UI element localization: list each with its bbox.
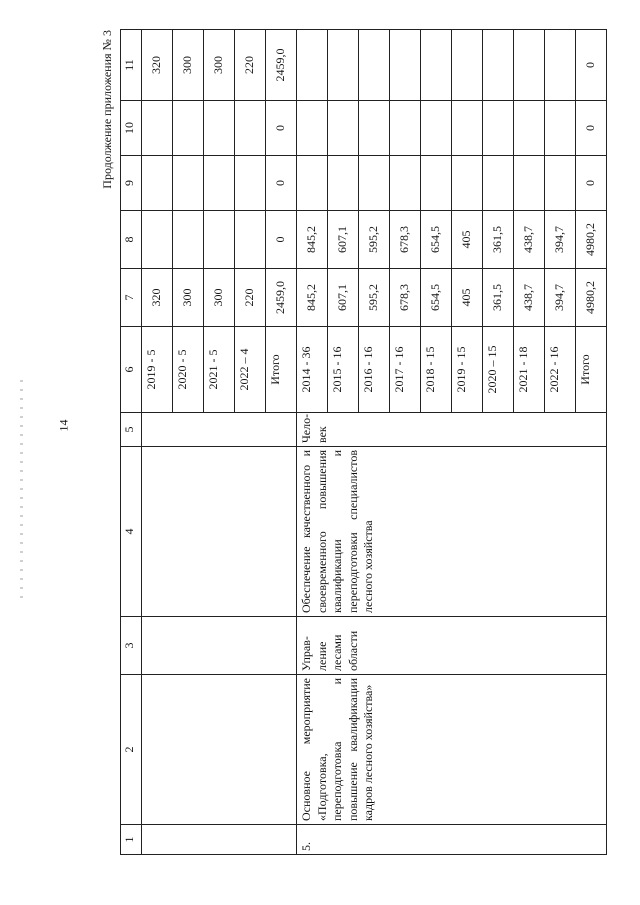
rotated-page-content bbox=[100, 30, 598, 855]
period-cell: 2020 – 15 bbox=[483, 327, 514, 413]
value-col8 bbox=[173, 211, 204, 269]
value-col9 bbox=[514, 156, 545, 211]
period-cell: 2021 - 5 bbox=[204, 327, 235, 413]
unit: Чело-век bbox=[297, 413, 607, 447]
empty-cell bbox=[142, 675, 297, 825]
header-cell: 3 bbox=[121, 617, 142, 675]
empty-cell bbox=[142, 447, 297, 617]
total-col8: 4980,2 bbox=[576, 211, 607, 269]
header-cell: 6 bbox=[121, 327, 142, 413]
value-col7: 300 bbox=[204, 269, 235, 327]
value-col11: 220 bbox=[235, 30, 266, 101]
header-row bbox=[121, 30, 142, 855]
value-col8: 654,5 bbox=[421, 211, 452, 269]
value-col10 bbox=[142, 101, 173, 156]
value-col7: 595,2 bbox=[359, 269, 390, 327]
empty-cell bbox=[142, 413, 297, 447]
value-col7: 220 bbox=[235, 269, 266, 327]
value-col11 bbox=[390, 30, 421, 101]
value-col9 bbox=[142, 156, 173, 211]
value-col9 bbox=[297, 156, 328, 211]
value-col10 bbox=[173, 101, 204, 156]
value-col10 bbox=[390, 101, 421, 156]
value-col8: 595,2 bbox=[359, 211, 390, 269]
value-col11 bbox=[359, 30, 390, 101]
value-col7: 845,2 bbox=[297, 269, 328, 327]
header-cell: 5 bbox=[121, 413, 142, 447]
value-col9 bbox=[359, 156, 390, 211]
value-col10 bbox=[328, 101, 359, 156]
total-col7: 4980,2 bbox=[576, 269, 607, 327]
period-cell: 2022 - 16 bbox=[545, 327, 576, 413]
value-col7: 607,1 bbox=[328, 269, 359, 327]
value-col10 bbox=[421, 101, 452, 156]
value-col10 bbox=[204, 101, 235, 156]
header-cell: 8 bbox=[121, 211, 142, 269]
value-col10 bbox=[545, 101, 576, 156]
period-cell: 2018 - 15 bbox=[421, 327, 452, 413]
period-cell: 2017 - 16 bbox=[390, 327, 421, 413]
value-col9 bbox=[235, 156, 266, 211]
executor: Управ-ление лесами области bbox=[297, 617, 607, 675]
value-col7: 394,7 bbox=[545, 269, 576, 327]
table-row bbox=[142, 30, 173, 855]
period-cell: 2014 - 36 bbox=[297, 327, 328, 413]
value-col10 bbox=[452, 101, 483, 156]
value-col11 bbox=[545, 30, 576, 101]
period-cell: 2016 - 16 bbox=[359, 327, 390, 413]
header-cell: 10 bbox=[121, 101, 142, 156]
value-col11 bbox=[483, 30, 514, 101]
value-col7: 405 bbox=[452, 269, 483, 327]
value-col8: 394,7 bbox=[545, 211, 576, 269]
total-label: Итого bbox=[576, 327, 607, 413]
header-cell: 2 bbox=[121, 675, 142, 825]
period-cell: 2019 - 15 bbox=[452, 327, 483, 413]
value-col9 bbox=[452, 156, 483, 211]
program-table bbox=[120, 29, 607, 855]
value-col8: 678,3 bbox=[390, 211, 421, 269]
value-col8: 361,5 bbox=[483, 211, 514, 269]
value-col9 bbox=[390, 156, 421, 211]
header-cell: 1 bbox=[121, 825, 142, 855]
value-col9 bbox=[204, 156, 235, 211]
total-col11: 0 bbox=[576, 30, 607, 101]
indicator: Обеспечение качественного и своевременного повышения квалификации и переподготовки специалистов лесного хозяйства bbox=[297, 447, 607, 617]
period-cell: 2015 - 16 bbox=[328, 327, 359, 413]
value-col11 bbox=[297, 30, 328, 101]
value-col11: 300 bbox=[173, 30, 204, 101]
value-col10 bbox=[514, 101, 545, 156]
value-col8 bbox=[204, 211, 235, 269]
value-col10 bbox=[297, 101, 328, 156]
total-col8: 0 bbox=[266, 211, 297, 269]
value-col11 bbox=[452, 30, 483, 101]
value-col11: 320 bbox=[142, 30, 173, 101]
period-cell: 2019 - 5 bbox=[142, 327, 173, 413]
value-col7: 654,5 bbox=[421, 269, 452, 327]
value-col9 bbox=[328, 156, 359, 211]
measure-name: Основное мероприятие «Подготовка, переподготовка и повышение квалификации кадров лесного хозяйства» bbox=[297, 675, 607, 825]
value-col9 bbox=[421, 156, 452, 211]
value-col8: 607,1 bbox=[328, 211, 359, 269]
value-col11 bbox=[514, 30, 545, 101]
value-col8: 405 bbox=[452, 211, 483, 269]
total-col9: 0 bbox=[576, 156, 607, 211]
appendix-caption: Продолжение приложения № 3 bbox=[100, 30, 114, 189]
total-col10: 0 bbox=[576, 101, 607, 156]
value-col9 bbox=[483, 156, 514, 211]
period-cell: 2020 - 5 bbox=[173, 327, 204, 413]
value-col7: 678,3 bbox=[390, 269, 421, 327]
value-col7: 361,5 bbox=[483, 269, 514, 327]
value-col11: 300 bbox=[204, 30, 235, 101]
value-col10 bbox=[483, 101, 514, 156]
value-col9 bbox=[173, 156, 204, 211]
header-cell: 11 bbox=[121, 30, 142, 101]
value-col11 bbox=[328, 30, 359, 101]
empty-cell bbox=[142, 825, 297, 855]
value-col8: 438,7 bbox=[514, 211, 545, 269]
total-col7: 2459,0 bbox=[266, 269, 297, 327]
header-cell: 4 bbox=[121, 447, 142, 617]
value-col9 bbox=[545, 156, 576, 211]
period-cell: 2022 – 4 bbox=[235, 327, 266, 413]
empty-cell bbox=[142, 617, 297, 675]
value-col11 bbox=[421, 30, 452, 101]
value-col8 bbox=[235, 211, 266, 269]
value-col7: 300 bbox=[173, 269, 204, 327]
scan-edge-mark bbox=[20, 380, 23, 600]
total-label: Итого bbox=[266, 327, 297, 413]
value-col8 bbox=[142, 211, 173, 269]
total-col10: 0 bbox=[266, 101, 297, 156]
total-col9: 0 bbox=[266, 156, 297, 211]
value-col7: 320 bbox=[142, 269, 173, 327]
row-number: 5. bbox=[297, 825, 607, 855]
table-row bbox=[297, 30, 328, 855]
header-cell: 7 bbox=[121, 269, 142, 327]
value-col8: 845,2 bbox=[297, 211, 328, 269]
total-col11: 2459,0 bbox=[266, 30, 297, 101]
header-cell: 9 bbox=[121, 156, 142, 211]
value-col10 bbox=[359, 101, 390, 156]
period-cell: 2021 - 18 bbox=[514, 327, 545, 413]
value-col10 bbox=[235, 101, 266, 156]
value-col7: 438,7 bbox=[514, 269, 545, 327]
page-number: 14 bbox=[56, 419, 71, 432]
